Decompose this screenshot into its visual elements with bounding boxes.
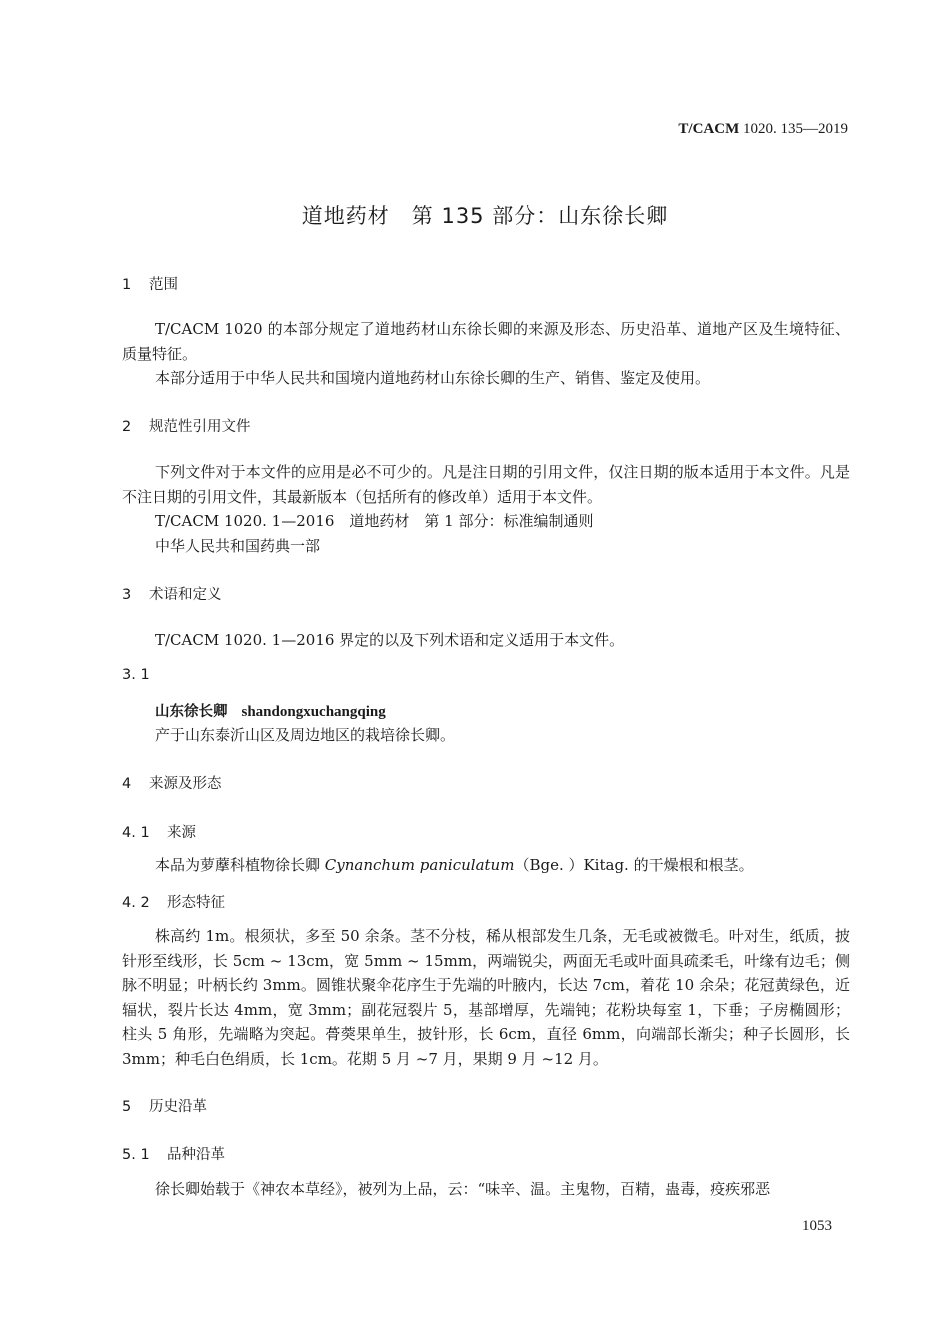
paragraph: 下列文件对于本文件的应用是必不可少的。凡是注日期的引用文件，仅注日期的版本适用于本文件。凡是不注日期的引用文件，其最新版本（包括所有的修改单）适用于本文件。 xyxy=(122,463,850,506)
paragraph: T/CACM 1020 的本部分规定了道地药材山东徐长卿的来源及形态、历史沿革、道地产区及生境特征、质量特征。 xyxy=(122,320,850,363)
standard-number: T/CACM 1020. 135—2019 xyxy=(678,121,848,137)
term-entry: 山东徐长卿 shandongxuchangqing xyxy=(155,704,386,720)
section-heading-2: 2 规范性引用文件 xyxy=(122,419,251,435)
section-heading-5: 5 历史沿革 xyxy=(122,1099,207,1115)
section-heading-4: 4 来源及形态 xyxy=(122,776,222,792)
section-heading-1: 1 范围 xyxy=(122,277,178,293)
page-number: 1053 xyxy=(802,1218,832,1234)
subsection-heading-4-2: 4. 2 形态特征 xyxy=(122,895,225,911)
paragraph: T/CACM 1020. 1—2016 界定的以及下列术语和定义适用于本文件。 xyxy=(155,631,625,649)
paragraph: 株高约 1m。根须状，多至 50 余条。茎不分枝，稀从根部发生几条，无毛或被微毛。叶对生，纸质，披针形至线形，长 5cm ~ 13cm，宽 5mm ~ 15mm，两端锐尖，两面无毛或叶面具疏柔毛，叶缘有边毛；侧脉不明显；叶柄长约 3mm。圆锥状聚伞花序生于先端的叶腋内，长达 7cm，着花 10 余朵；花冠黄绿色，近辐状，裂片长达 4mm，宽 3mm；副花冠裂片 5，基部增厚，先端钝；花粉块每室 1，下垂；子房椭圆形；柱头 5 角形，先端略为突起。蓇葖果单生，披针形，长 6cm，直径 6mm，向端部长渐尖；种子长圆形，长 3mm；种毛白色绢质，长 1cm。花期 5 月 ~7 月，果期 9 月 ~12 月。 xyxy=(122,927,850,1068)
document-title: 道地药材 第 135 部分：山东徐长卿 xyxy=(301,204,669,228)
paragraph: 徐长卿始载于《神农本草经》，被列为上品，云：“味辛、温。主鬼物，百精，蛊毒，疫疾邪恶 xyxy=(155,1180,771,1198)
reference-item: 中华人民共和国药典一部 xyxy=(155,537,321,555)
section-heading-3: 3 术语和定义 xyxy=(122,587,222,603)
subsection-heading-5-1: 5. 1 品种沿革 xyxy=(122,1147,225,1163)
subsection-heading-3-1: 3. 1 xyxy=(122,667,150,683)
paragraph: 本部分适用于中华人民共和国境内道地药材山东徐长卿的生产、销售、鉴定及使用。 xyxy=(155,369,711,387)
subsection-heading-4-1: 4. 1 来源 xyxy=(122,825,196,841)
reference-item: T/CACM 1020. 1—2016 道地药材 第 1 部分：标准编制通则 xyxy=(155,512,594,530)
term-definition: 产于山东泰沂山区及周边地区的栽培徐长卿。 xyxy=(155,726,456,744)
paragraph: 本品为萝藦科植物徐长卿 Cynanchum paniculatum（Bge. ）Kitag. 的干燥根和根茎。 xyxy=(155,856,754,874)
